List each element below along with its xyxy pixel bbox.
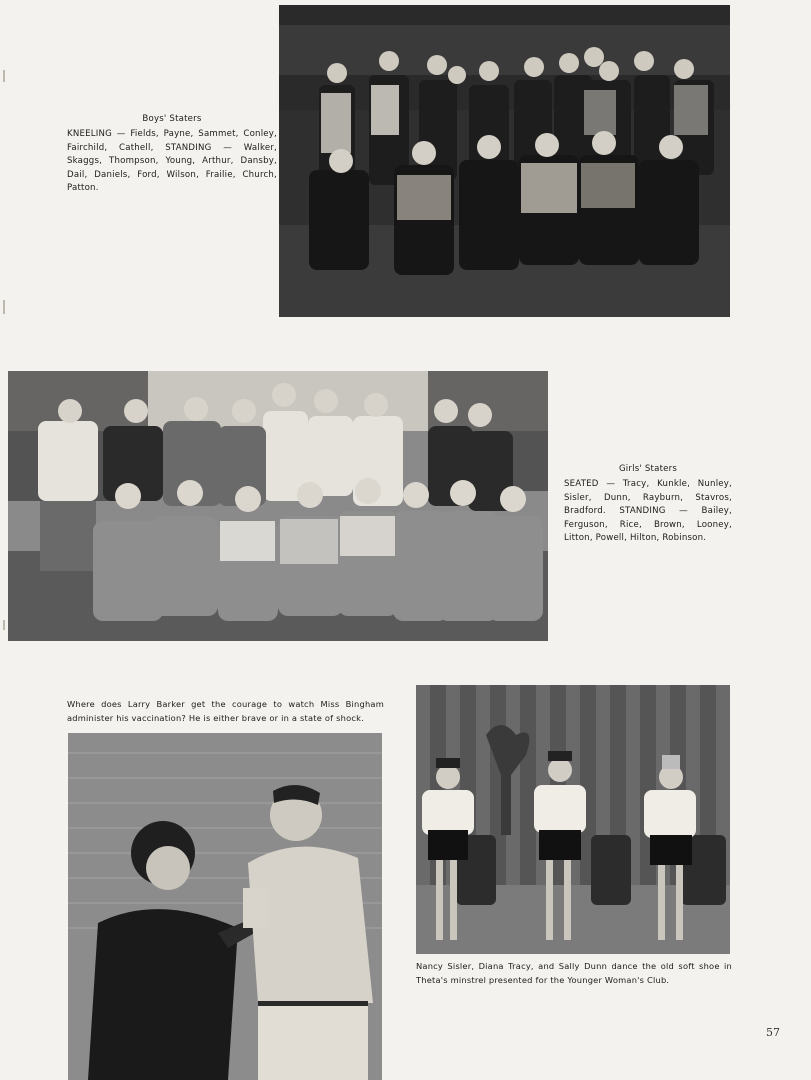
boys-staters-caption <box>67 113 277 195</box>
binding-mark <box>3 620 5 630</box>
vaccination-photo <box>68 733 382 1080</box>
vaccination-caption: Where does Larry Barker get the courage to watch Miss Bingham administer his vaccination? He is either brave or in a state of shock. <box>67 699 384 723</box>
boys-staters-names: KNEELING — Fields, Payne, Sammet, Conley, Fairchild, Cathell, STANDING — Walker, Skaggs, Thompson, Young, Arthur, Dansby, Dail, Daniels, Ford, Wilson, Frailie, Church, Patton. <box>67 129 277 194</box>
boys-staters-title: Boys' Staters <box>142 114 202 124</box>
girls-staters-title: Girls' Staters <box>618 464 678 474</box>
boys-staters-photo <box>279 5 730 317</box>
binding-mark <box>3 300 5 314</box>
minstrel-dance-photo <box>416 685 730 954</box>
girls-staters-photo <box>8 371 548 641</box>
girls-staters-names: SEATED — Tracy, Kunkle, Nunley, Sisler, Dunn, Rayburn, Stavros, Bradford. STANDING — Bailey, Ferguson, Rice, Brown, Looney, Litton, Powell, Hilton, Robinson. <box>564 479 732 544</box>
minstrel-caption: Nancy Sisler, Diana Tracy, and Sally Dunn dance the old soft shoe in Theta's minstrel presented for the Younger Woman's Club. <box>416 961 732 985</box>
girls-staters-caption <box>564 463 732 545</box>
binding-mark <box>3 70 5 82</box>
page-number: 57 <box>766 1026 780 1039</box>
